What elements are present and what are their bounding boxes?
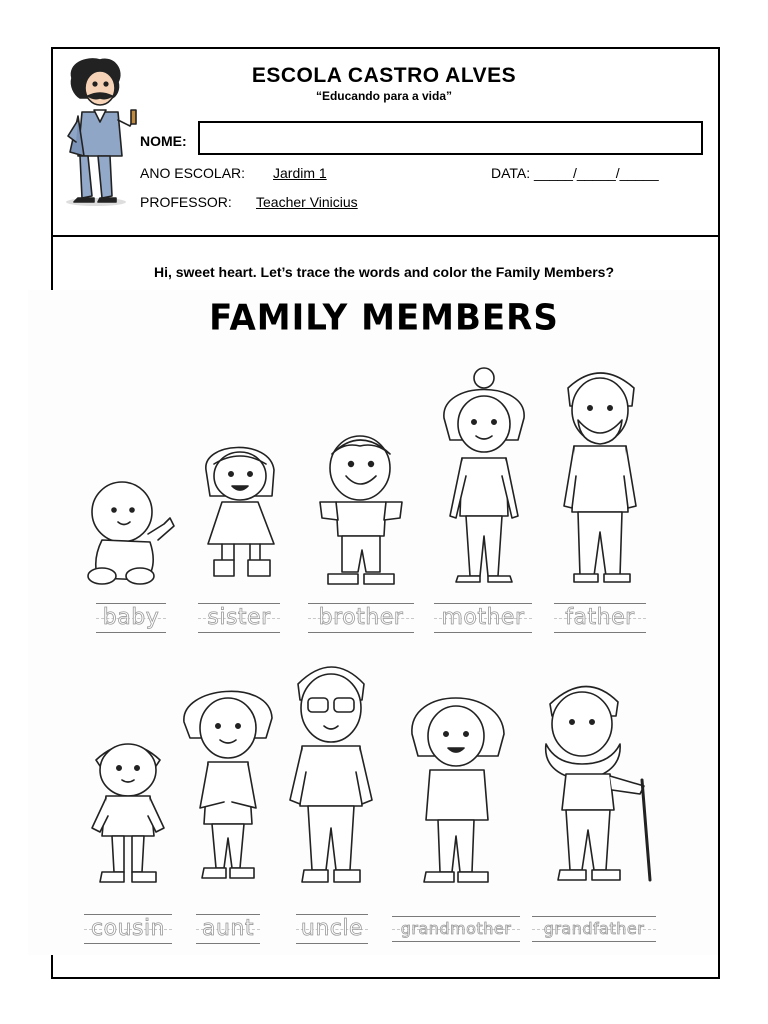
trace-word-label: brother	[318, 605, 404, 630]
trace-word-father[interactable]	[554, 601, 646, 635]
name-field[interactable]	[198, 121, 703, 155]
sister-illustration	[200, 436, 280, 586]
trace-word-label: cousin	[90, 916, 166, 941]
name-label: NOME:	[140, 133, 187, 149]
baby-illustration	[84, 480, 180, 586]
header-divider	[51, 235, 718, 237]
trace-word-label: baby	[102, 605, 160, 630]
father-illustration	[560, 366, 640, 586]
brother-illustration	[318, 432, 404, 586]
trace-word-cousin[interactable]	[84, 912, 172, 946]
trace-word-label: father	[565, 605, 635, 630]
mother-illustration	[436, 366, 532, 586]
year-value: Jardim 1	[273, 165, 327, 181]
trace-word-brother[interactable]	[308, 601, 414, 635]
trace-word-sister[interactable]	[198, 601, 280, 635]
school-slogan: “Educando para a vida”	[315, 89, 453, 103]
instruction-text: Hi, sweet heart. Let’s trace the words and color the Family Members?	[153, 264, 615, 280]
uncle-illustration	[286, 660, 376, 888]
trace-word-baby[interactable]	[96, 601, 166, 635]
trace-word-label: sister	[207, 605, 271, 630]
trace-word-grandmother[interactable]	[392, 914, 520, 944]
trace-word-label: grandmother	[400, 919, 512, 938]
date-field[interactable]: DATA: _____/_____/_____	[491, 165, 659, 181]
grandfather-illustration	[536, 680, 662, 888]
cousin-illustration	[86, 736, 170, 888]
trace-word-label: uncle	[300, 916, 364, 941]
trace-word-mother[interactable]	[434, 601, 532, 635]
school-name: ESCOLA CASTRO ALVES	[251, 64, 517, 87]
worksheet-title: FAMILY MEMBERS	[209, 297, 559, 339]
grandmother-illustration	[408, 686, 508, 888]
trace-word-aunt[interactable]	[196, 912, 260, 946]
teacher-label: PROFESSOR:	[140, 194, 232, 210]
trace-word-label: mother	[441, 605, 525, 630]
teacher-value: Teacher Vinicius	[256, 194, 358, 210]
aunt-illustration	[180, 678, 276, 888]
year-label: ANO ESCOLAR:	[140, 165, 246, 181]
trace-word-label: aunt	[202, 916, 254, 941]
trace-word-label: grandfather	[543, 919, 645, 938]
trace-word-grandfather[interactable]	[532, 914, 656, 944]
trace-word-uncle[interactable]	[296, 912, 368, 946]
